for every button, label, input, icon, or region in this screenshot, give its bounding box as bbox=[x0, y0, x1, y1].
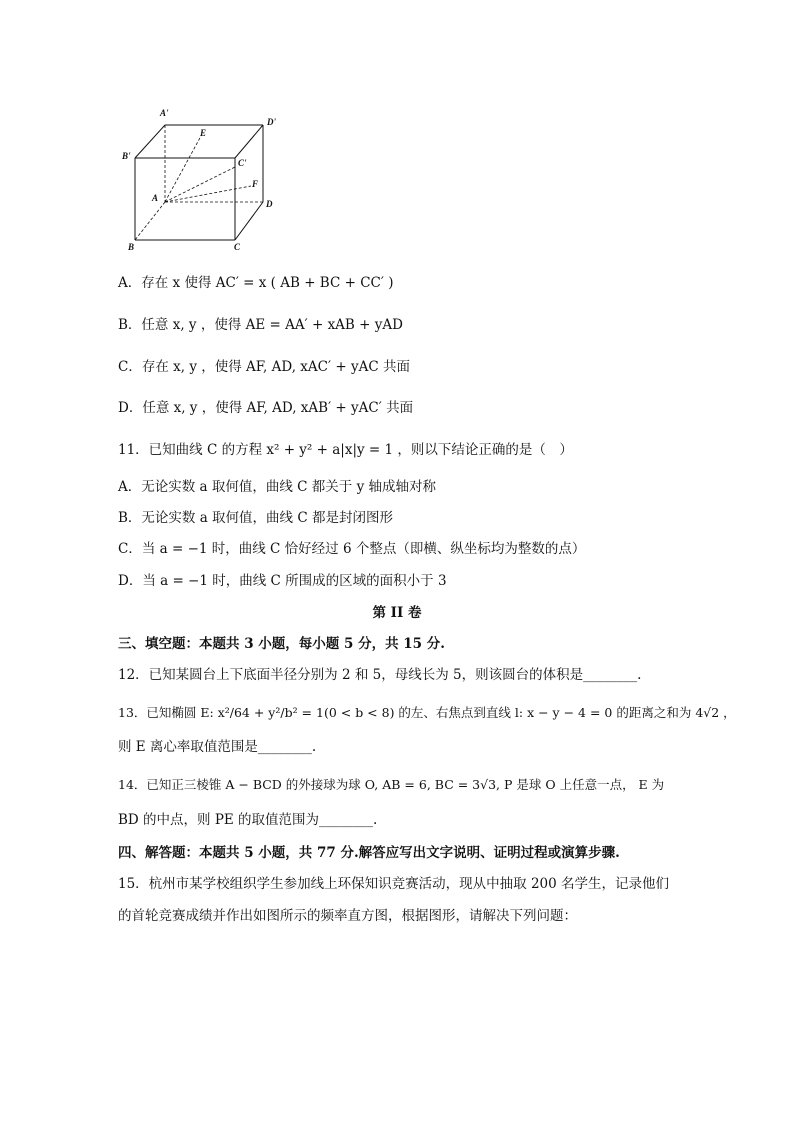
q11-option-a: A．无论实数 a 取何值，曲线 C 都关于 y 轴成轴对称 bbox=[118, 479, 437, 495]
q10-option-b: B．任意 x, y ，使得 AE = AA′ + xAB + yAD bbox=[118, 317, 403, 333]
label-b-prime: B' bbox=[122, 151, 131, 161]
section3-title: 三、填空题：本题共 3 小题，每小题 5 分，共 15 分. bbox=[118, 636, 445, 652]
q11-option-d: D．当 a = −1 时，曲线 C 所围成的区域的面积小于 3 bbox=[118, 573, 447, 589]
section4-title: 四、解答题：本题共 5 小题，共 77 分.解答应写出文字说明、证明过程或演算步骤. bbox=[118, 845, 620, 861]
q11-stem: 11．已知曲线 C 的方程 x² + y² + a|x|y = 1 ，则以下结论正确的是（ ） bbox=[118, 442, 573, 458]
q15-line2: 的首轮竞赛成绩并作出如图所示的频率直方图，根据图形，请解决下列问题： bbox=[118, 908, 577, 924]
label-d: D bbox=[266, 199, 273, 209]
label-a-prime: A' bbox=[160, 108, 169, 118]
q14-line1: 14．已知正三棱锥 A − BCD 的外接球为球 O, AB = 6, BC = 3√3, P 是球 O 上任意一点， E 为 bbox=[118, 777, 665, 792]
q10-option-c: C．存在 x, y ，使得 AF, AD, xAC′ + yAC 共面 bbox=[118, 359, 410, 375]
q14-line2: BD 的中点，则 PE 的取值范围为________. bbox=[118, 812, 378, 828]
cube-figure bbox=[118, 100, 288, 260]
label-c: C bbox=[234, 242, 241, 252]
label-c-prime: C' bbox=[238, 158, 247, 168]
q10-option-a: A．存在 x 使得 AC′ = x ( AB + BC + CC′ ) bbox=[118, 275, 394, 291]
q11-option-c: C．当 a = −1 时，曲线 C 恰好经过 6 个整点（即横、纵坐标均为整数的点） bbox=[118, 541, 586, 557]
label-a: A bbox=[152, 193, 159, 203]
q13-line2: 则 E 离心率取值范围是________. bbox=[118, 739, 317, 755]
q12: 12．已知某圆台上下底面半径分别为 2 和 5，母线长为 5，则该圆台的体积是________. bbox=[118, 667, 642, 683]
q11-option-b: B．无论实数 a 取何值，曲线 C 都是封闭图形 bbox=[118, 510, 393, 526]
volume-title: 第 II 卷 bbox=[372, 605, 422, 621]
label-b: B bbox=[128, 242, 135, 252]
label-e: E bbox=[200, 128, 207, 138]
q15-line1: 15．杭州市某学校组织学生参加线上环保知识竞赛活动，现从中抽取 200 名学生，记录他们 bbox=[118, 876, 670, 892]
q10-option-d: D．任意 x, y ，使得 AF, AD, xAB′ + yAC′ 共面 bbox=[118, 400, 414, 416]
label-d-prime: D' bbox=[267, 117, 276, 127]
q13-line1: 13．已知椭圆 E: x²/64 + y²/b² = 1(0 < b < 8) 的左、右焦点到直线 l: x − y − 4 = 0 的距离之和为 4√2 ， bbox=[118, 705, 736, 720]
label-f: F bbox=[252, 179, 259, 189]
